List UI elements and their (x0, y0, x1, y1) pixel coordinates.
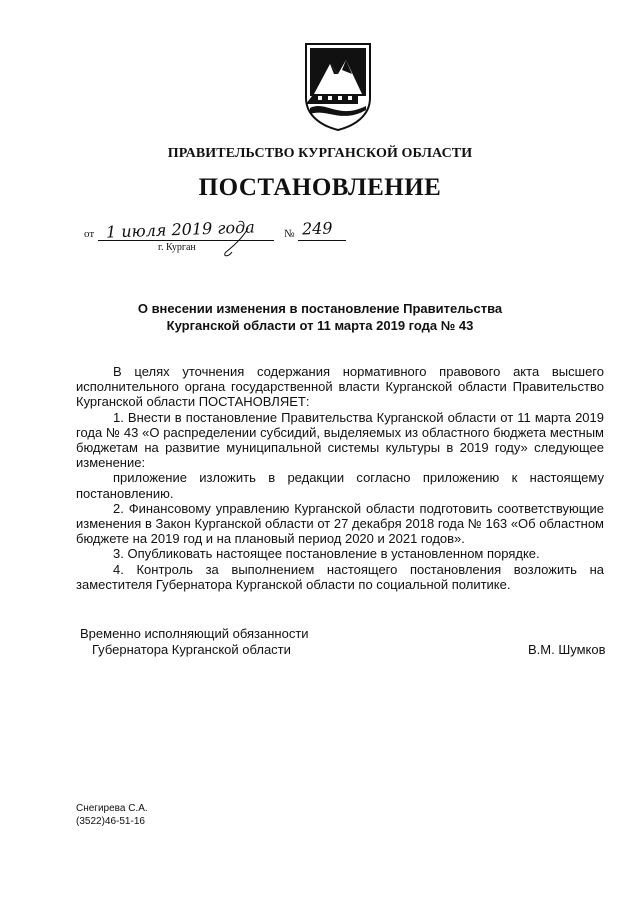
number-sign: № (284, 228, 295, 240)
body-paragraph: В целях уточнения содержания нормативного правового акта высшего исполнительного органа государственной власти Курганской области Правительство Курганской области ПОСТАНОВЛЯЕТ: (76, 364, 604, 410)
title-line-1: О внесении изменения в постановление Правительства (137, 301, 503, 316)
document-body (76, 364, 604, 592)
signatory-name: В.М. Шумков (528, 642, 606, 657)
organization-name: ПРАВИТЕЛЬСТВО КУРГАНСКОЙ ОБЛАСТИ (167, 146, 473, 161)
body-paragraph: приложение изложить в редакции согласно приложению к настоящему постановлению. (76, 470, 604, 501)
position-line-2: Губернатора Курганской области (92, 642, 291, 657)
body-paragraph: 4. Контроль за выполнением настоящего постановления возложить на заместителя Губернатора Курганской области по социальной политике. (76, 561, 604, 592)
dateline (84, 218, 364, 258)
position-line-1: Временно исполняющий обязанности (80, 626, 309, 641)
body-paragraph: 3. Опубликовать настоящее постановление в установленном порядке. (113, 546, 540, 562)
body-paragraph: 1. Внести в постановление Правительства Курганской области от 11 марта 2019 года № 43 «О распределении субсидий, выделяемых из областного бюджета местным бюджетам на развитие муниципальной системы культуры в 2019 году» следующее изменение: (76, 409, 604, 471)
body-paragraph: 2. Финансовому управлению Курганской области подготовить соответствующие изменения в Закон Курганской области от 27 декабря 2018 года № 163 «Об областном бюджете на 2019 год и на плановый период 2020 и 2021 годов». (76, 500, 604, 547)
document-title (100, 300, 540, 334)
coat-of-arms-icon (302, 40, 374, 132)
signatory-position (80, 626, 309, 658)
handwritten-number: 249 (301, 218, 333, 239)
handwritten-date: 1 июля 2019 года (105, 217, 256, 242)
contact-phone: (3522)46-51-16 (76, 816, 145, 827)
title-line-2: Курганской области от 11 марта 2019 года № 43 (166, 318, 474, 333)
document-type: ПОСТАНОВЛЕНИЕ (198, 174, 442, 201)
handwriting-flourish-icon (214, 226, 254, 258)
city-label: г. Курган (158, 242, 196, 253)
contact-info (76, 802, 148, 828)
contact-name: Снегирева С.А. (76, 803, 148, 814)
number-underline (298, 240, 346, 241)
date-prefix: от (84, 228, 95, 240)
